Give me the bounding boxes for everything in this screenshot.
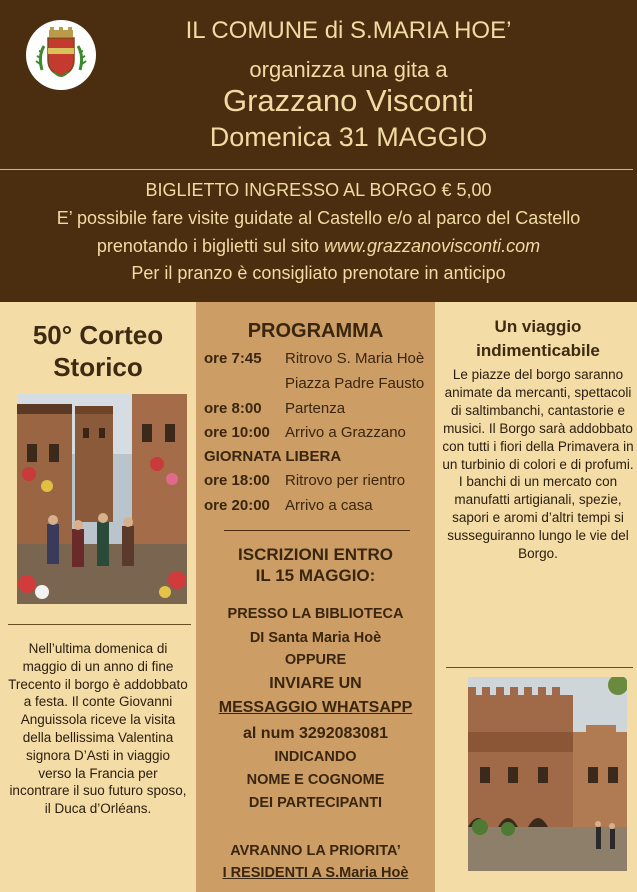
priority-note: AVRANNO LA PRIORITA’ — [230, 843, 401, 859]
journey-description: Le piazze del borgo saranno animate da mercanti, spettacoli di saltimbanchi, cantastorie e musici. Il Borgo sarà addobbato con tutti i fiori della Primavera in un turbinio di colori e di profumi. I banchi di un mercato con manufatti artigianali, spezie, sapori e aromi d’altri tempi si susseguiranno lungo le vie del Borgo. — [442, 367, 634, 562]
program-time: ore 7:45 — [204, 350, 262, 367]
journey-title-line2: indimenticabile — [476, 341, 600, 360]
header-divider — [0, 169, 633, 170]
program-time: ore 18:00 — [204, 472, 270, 489]
program-time: ore 10:00 — [204, 424, 270, 441]
program-divider — [224, 530, 410, 531]
signup-or: OPPURE — [284, 652, 347, 668]
journey-title-line1: Un viaggio — [494, 317, 582, 336]
whatsapp-label: MESSAGGIO WHATSAPP — [218, 699, 413, 716]
program-activity: Ritrovo per rientro — [285, 472, 406, 489]
registration-deadline: IL 15 MAGGIO: — [255, 566, 376, 585]
lunch-note: Per il pranzo è consigliato prenotare in anticipo — [131, 263, 506, 283]
guided-visits-note: E’ possibile fare visite guidate al Castello e/o al parco del Castello — [56, 208, 581, 228]
program-time: ore 20:00 — [204, 497, 270, 514]
signup-library: PRESSO LA BIBLIOTECA — [227, 606, 404, 622]
left-divider — [8, 624, 191, 625]
program-activity: Piazza Padre Fausto — [285, 375, 425, 392]
right-divider — [446, 667, 633, 668]
corteo-title-line2: Storico — [53, 352, 143, 382]
program-activity: Arrivo a casa — [285, 497, 373, 514]
priority-residents: I RESIDENTI A S.Maria Hoè — [222, 865, 409, 881]
phone-number[interactable]: al num 3292083081 — [243, 725, 388, 742]
corteo-story: Nell’ultima domenica di maggio di un anno di fine Trecento il borgo è addobbato a festa. Il conte Giovanni Anguissola riceve la visita della bellissima Valentina signora D’Asti in viaggio verso la Francia per incontrare il suo futuro sposo, il Duca d’Orléans. — [8, 641, 188, 817]
booking-note — [0, 236, 637, 257]
registration-title: ISCRIZIONI ENTRO — [238, 545, 393, 564]
signup-library-name: DI Santa Maria Hoè — [249, 630, 382, 646]
free-day-label: GIORNATA LIBERA — [204, 448, 342, 465]
signup-name-surname: NOME E COGNOME — [246, 772, 385, 788]
signup-send: INVIARE UN — [269, 675, 362, 692]
corteo-title-line1: 50° Corteo — [32, 320, 164, 350]
signup-indicating: INDICANDO — [274, 749, 357, 765]
header-date: Domenica 31 MAGGIO — [209, 122, 488, 152]
booking-note-prefix: prenotando i biglietti sul sito — [96, 236, 325, 256]
header-destination: Grazzano Visconti — [223, 83, 474, 118]
castle-photo — [468, 677, 627, 871]
website-link[interactable]: www.grazzanovisconti.com — [324, 236, 541, 256]
program-activity: Partenza — [285, 400, 346, 417]
signup-participants: DEI PARTECIPANTI — [248, 795, 383, 811]
program-activity: Arrivo a Grazzano — [285, 424, 406, 441]
header-organizes: organizza una gita a — [249, 57, 448, 82]
ticket-price: BIGLIETTO INGRESSO AL BORGO € 5,00 — [145, 180, 492, 200]
header-commune: IL COMUNE di S.MARIA HOE’ — [185, 17, 512, 44]
program-activity: Ritrovo S. Maria Hoè — [285, 350, 425, 367]
medieval-procession-photo — [17, 394, 187, 604]
program-title: PROGRAMMA — [247, 320, 384, 342]
header-banner — [0, 0, 637, 302]
program-time: ore 8:00 — [204, 400, 262, 417]
